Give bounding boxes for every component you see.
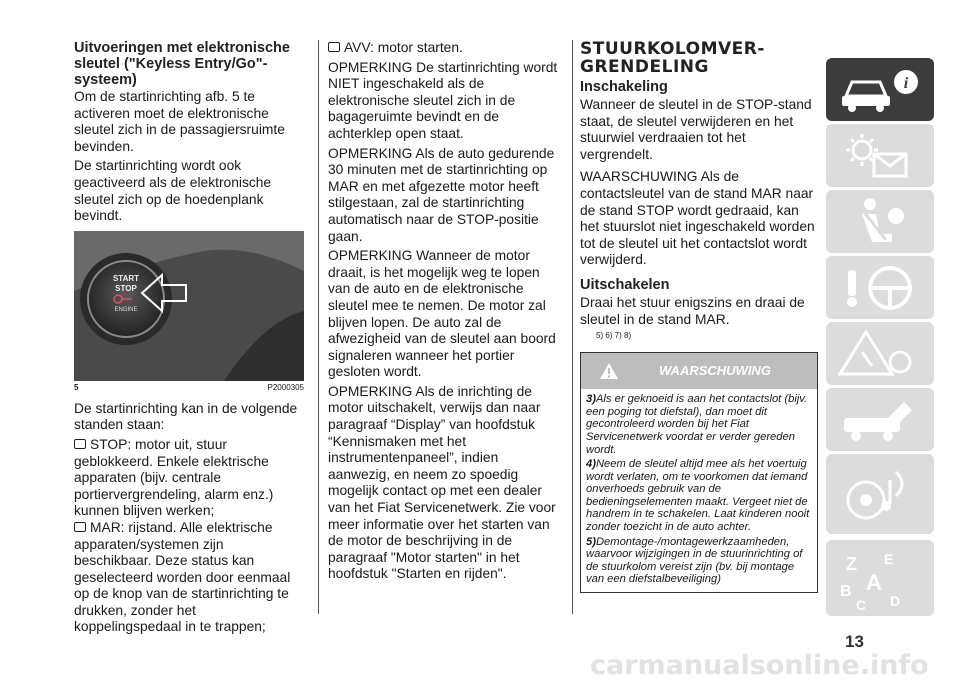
tab-starting-driving[interactable] bbox=[826, 256, 934, 319]
figure-caption bbox=[74, 383, 304, 395]
title-line: GRENDELING bbox=[580, 57, 709, 77]
bullet-item bbox=[74, 520, 304, 636]
button-text-stop: STOP bbox=[115, 283, 137, 293]
column-3 bbox=[580, 40, 818, 593]
bullet-item bbox=[74, 437, 304, 520]
svg-text:i: i bbox=[903, 75, 909, 92]
chapter-title bbox=[580, 40, 818, 76]
note: OPMERKING Als de inrichting de motor uitschakelt, verwijs dan naar paragraaf “Display” van hoofdstuk “Kennismaken met het instrumentenpaneel”, indien aanwezig, en neem zo spoedig mogelijk contact op met een dealer van het Fiat Servicenetwerk. Zie voor meer informatie over het starten van de motor de beschrijving in de paragraaf "Motor starten" in het hoofdstuk "Starten en rijden". bbox=[328, 383, 556, 582]
warning-item-text: Als er geknoeid is aan het contactslot (bijv. een poging tot diefstal), dan moet dit gecontroleerd worden bij het Fiat Servicenetwerk voordat er verder gereden wordt. bbox=[586, 393, 808, 456]
paragraph: WAARSCHUWING Als de contactsleutel van de stand MAR naar de stand STOP wordt gedraaid, kan het stuurslot niet ingeschakeld worden tot de sleutel uit het contactslot wordt verwijderd. bbox=[580, 169, 815, 268]
warning-header bbox=[581, 353, 817, 389]
warning-item-text: Demontage-/montagewerkzaamheden, waarvoor wijzigingen in de stuurinrichting of de stuurkolom vereist zijn (bv. bij montage van een diefstalbeveiliging) bbox=[586, 535, 803, 586]
page-number: 13 bbox=[845, 632, 864, 651]
tab-warning-lights[interactable] bbox=[826, 124, 934, 187]
warning-item-number: 5) bbox=[586, 535, 596, 548]
warning-item bbox=[586, 458, 812, 534]
tab-index[interactable] bbox=[826, 540, 934, 616]
start-button-figure bbox=[74, 231, 304, 381]
section-heading: Uitvoeringen met elektronische sleutel ("Keyless Entry/Go"-systeem) bbox=[74, 40, 290, 88]
footer-watermark: carmanualsonline.info bbox=[590, 650, 929, 681]
key-bullet-icon bbox=[328, 42, 340, 52]
button-text-start: START bbox=[112, 273, 140, 283]
bullet-text: STOP: motor uit, stuur geblokkeerd. Enkele elektrische apparaten (bijv. centrale portiervergrendeling, alarm enz.) kunnen blijven werken; bbox=[74, 436, 274, 519]
svg-text:E: E bbox=[884, 551, 894, 567]
car-info-icon bbox=[826, 58, 934, 121]
bullet-item bbox=[328, 40, 562, 57]
steering-wheel-icon bbox=[826, 256, 934, 319]
note: OPMERKING Wanneer de motor draait, is het mogelijk weg te lopen van de auto en de elektronische sleutel mee te nemen. De motor zal blijven lopen. De auto zal de afwezigheid van de sleutel aan boord signaleren wanneer het portier gesloten wordt. bbox=[328, 248, 556, 380]
title-line: STUURKOLOMVER- bbox=[580, 39, 765, 59]
column-divider bbox=[318, 40, 319, 614]
reference-numbers: 5) 6) 7) 8) bbox=[596, 331, 632, 341]
tab-emergency[interactable] bbox=[826, 322, 934, 385]
column-2 bbox=[328, 40, 562, 586]
warning-item-number: 3) bbox=[586, 393, 596, 406]
svg-text:C: C bbox=[856, 597, 867, 613]
warning-box bbox=[580, 352, 818, 593]
subheading: Uitschakelen bbox=[580, 276, 670, 293]
tab-safety[interactable] bbox=[826, 190, 934, 253]
key-bullet-icon bbox=[74, 522, 86, 532]
svg-text:Z: Z bbox=[846, 554, 857, 574]
warning-item bbox=[586, 393, 812, 456]
paragraph: Draai het stuur enigszins en draai de sleutel in de stand MAR. bbox=[580, 294, 805, 327]
seatbelt-icon bbox=[826, 190, 934, 253]
maintenance-icon bbox=[826, 388, 934, 451]
note: OPMERKING De startinrichting wordt NIET ingeschakeld als de elektronische sleutel zich in de bagageruimte bevindt en de achterklep open staat. bbox=[328, 59, 558, 141]
bullet-text: AVV: motor starten. bbox=[344, 40, 463, 55]
warning-body bbox=[581, 389, 817, 592]
svg-text:B: B bbox=[840, 583, 852, 600]
subheading: Inschakeling bbox=[580, 79, 668, 95]
key-bullet-icon bbox=[74, 439, 86, 449]
paragraph: Om de startinrichting afb. 5 te activeren moet de elektronische sleutel zich in de passagiersruimte bevinden. bbox=[74, 89, 285, 154]
start-button-illustration bbox=[74, 231, 304, 381]
figure-code: P2000305 bbox=[267, 382, 304, 392]
paragraph: De startinrichting wordt ook geactiveerd als de elektronische sleutel zich op de hoedenplank bevindt. bbox=[74, 158, 272, 224]
warning-lights-icon bbox=[826, 124, 934, 187]
multimedia-icon bbox=[826, 454, 934, 534]
tab-car-info[interactable] bbox=[826, 58, 934, 121]
tab-multimedia[interactable] bbox=[826, 454, 934, 534]
hazard-icon bbox=[826, 322, 934, 385]
index-icon bbox=[826, 540, 934, 616]
button-text-engine: ENGINE bbox=[114, 306, 138, 313]
warning-triangle-icon bbox=[599, 362, 619, 380]
warning-item-number: 4) bbox=[586, 458, 596, 471]
svg-text:A: A bbox=[866, 570, 882, 595]
warning-item-text: Neem de sleutel altijd mee als het voertuig wordt verlaten, om te voorkomen dat iemand onverhoeds gebruik van de bedieningselementen maakt. Vergeet niet de handrem in te schakelen. Laat kinderen nooit zonder toezicht in de auto achter. bbox=[586, 458, 810, 534]
column-divider bbox=[572, 40, 573, 614]
warning-item bbox=[586, 536, 812, 586]
svg-text:D: D bbox=[890, 593, 901, 609]
paragraph: Wanneer de sleutel in de STOP-stand staat, de sleutel verwijderen en het stuurwiel verdraaien tot het vergrendelt. bbox=[580, 97, 812, 162]
warning-title: WAARSCHUWING bbox=[659, 363, 771, 379]
column-1 bbox=[74, 40, 304, 636]
tab-maintenance[interactable] bbox=[826, 388, 934, 451]
paragraph: De startinrichting kan in de volgende standen staan: bbox=[74, 400, 298, 433]
figure-number: 5 bbox=[74, 382, 79, 392]
note: OPMERKING Als de auto gedurende 30 minuten met de startinrichting op MAR en met afgezette motor heeft stilgestaan, zal de startinrichting automatisch naar de STOP-positie gaan. bbox=[328, 145, 555, 244]
bullet-text: MAR: rijstand. Alle elektrische apparaten/systemen zijn beschikbaar. Deze status kan geselecteerd worden door eenmaal op de knop van de startinrichting te drukken, zonder het koppelingspedaal in te trappen; bbox=[74, 519, 291, 635]
